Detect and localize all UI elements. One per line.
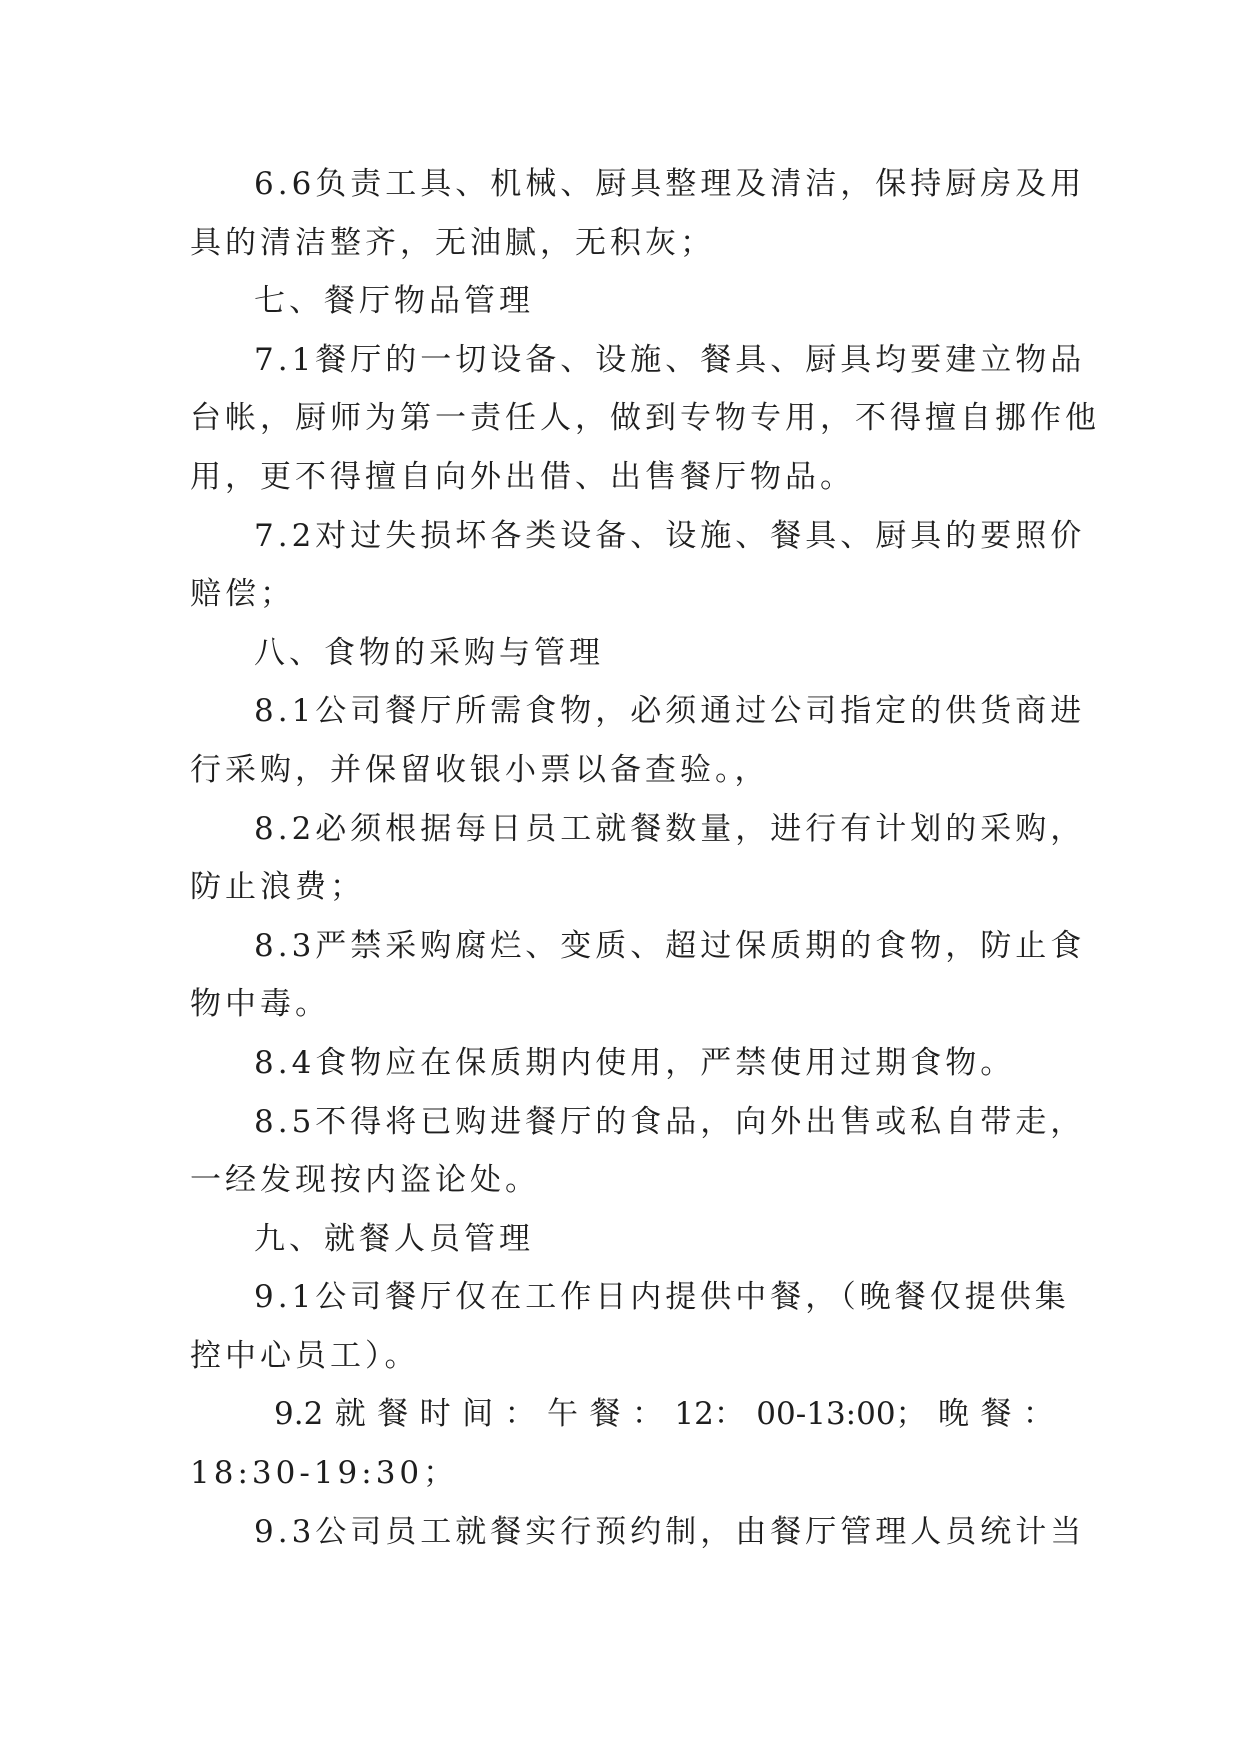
paragraph-line: 物中毒。 bbox=[190, 986, 330, 1023]
schedule-token: 00-13:00； bbox=[756, 1396, 927, 1433]
paragraph-line: 7.1餐厅的一切设备、设施、餐具、厨具均要建立物品 bbox=[254, 341, 1086, 378]
paragraph-line: 8.3严禁采购腐烂、变质、超过保质期的食物，防止食 bbox=[254, 927, 1086, 964]
section-heading: 七、餐厅物品管理 bbox=[254, 283, 534, 320]
schedule-token: 时 bbox=[419, 1396, 451, 1433]
schedule-token: 间 bbox=[462, 1396, 494, 1433]
schedule-token: ： bbox=[631, 1396, 663, 1433]
document-page bbox=[190, 155, 1100, 1561]
schedule-token: 餐 bbox=[980, 1396, 1012, 1433]
paragraph-line: 台帐，厨师为第一责任人，做到专物专用，不得擅自挪作他 bbox=[190, 400, 1100, 437]
schedule-token: 9.2 bbox=[274, 1396, 324, 1433]
paragraph-line: 行采购，并保留收银小票以备查验。， bbox=[190, 751, 770, 788]
schedule-token: 午 bbox=[547, 1396, 579, 1433]
schedule-token: 12： bbox=[674, 1396, 745, 1433]
paragraph-line: 18:30-19:30； bbox=[190, 1455, 459, 1492]
paragraph-line: 一经发现按内盗论处。 bbox=[190, 1162, 540, 1199]
schedule-token: ： bbox=[504, 1396, 536, 1433]
paragraph-line: 防止浪费； bbox=[190, 869, 365, 906]
section-heading: 八、食物的采购与管理 bbox=[254, 634, 604, 671]
paragraph-line: 用，更不得擅自向外出借、出售餐厅物品。 bbox=[190, 458, 855, 495]
justified-schedule-line bbox=[190, 1385, 1054, 1444]
schedule-token: 晚 bbox=[938, 1396, 970, 1433]
schedule-token: 餐 bbox=[377, 1396, 409, 1433]
paragraph-line: 9.1公司餐厅仅在工作日内提供中餐，（晚餐仅提供集 bbox=[254, 1279, 1070, 1316]
section-heading: 九、就餐人员管理 bbox=[254, 1220, 534, 1257]
paragraph-line: 赔偿； bbox=[190, 576, 295, 613]
paragraph-line: 具的清洁整齐，无油腻，无积灰； bbox=[190, 224, 715, 261]
paragraph-line: 控中心员工）。 bbox=[190, 1337, 420, 1374]
paragraph-line: 9.3公司员工就餐实行预约制，由餐厅管理人员统计当 bbox=[254, 1513, 1086, 1550]
paragraph-line: 8.2必须根据每日员工就餐数量，进行有计划的采购， bbox=[254, 810, 1086, 847]
paragraph-line: 8.5不得将已购进餐厅的食品，向外出售或私自带走， bbox=[254, 1103, 1086, 1140]
schedule-token: 就 bbox=[334, 1396, 366, 1433]
paragraph-line: 8.4食物应在保质期内使用，严禁使用过期食物。 bbox=[254, 1044, 1016, 1081]
paragraph-line: 8.1公司餐厅所需食物，必须通过公司指定的供货商进 bbox=[254, 693, 1086, 730]
schedule-token: 餐 bbox=[589, 1396, 621, 1433]
paragraph-line: 7.2对过失损坏各类设备、设施、餐具、厨具的要照价 bbox=[254, 517, 1086, 554]
paragraph-line: 6.6负责工具、机械、厨具整理及清洁，保持厨房及用 bbox=[254, 166, 1086, 202]
schedule-token: ： bbox=[1022, 1396, 1054, 1433]
